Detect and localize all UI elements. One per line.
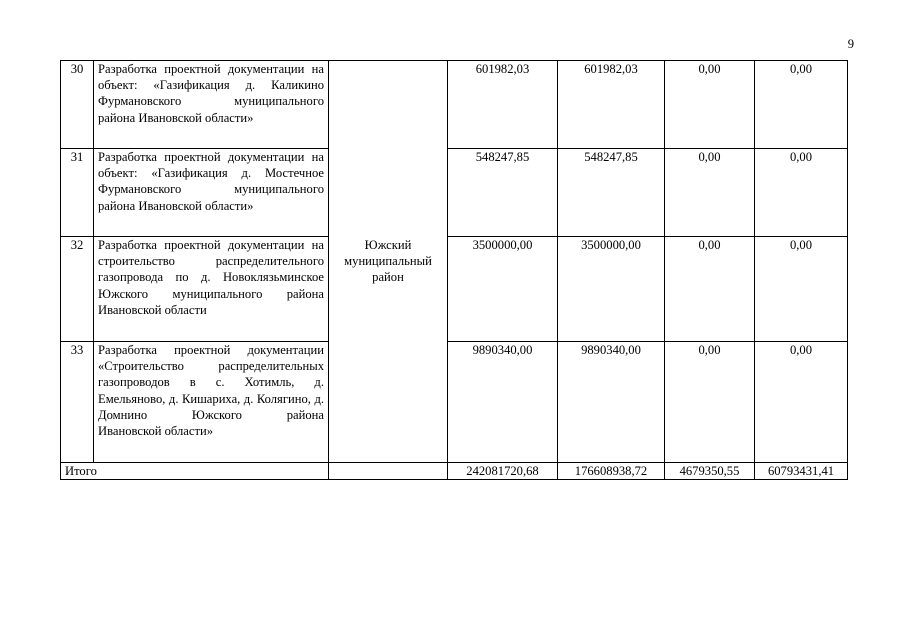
amount-other: 0,00: [755, 342, 848, 463]
total-amount-budget: 176608938,72: [558, 463, 665, 480]
amount-total: 9890340,00: [448, 342, 558, 463]
budget-table: [60, 60, 848, 480]
district-cell-empty: [329, 61, 448, 149]
item-name-line: в с. Хотимль, д. Емельяново,: [98, 375, 324, 406]
amount-regional: 0,00: [665, 237, 755, 342]
item-name-line: д. Домнино Южского района: [98, 391, 324, 422]
amount-total: 3500000,00: [448, 237, 558, 342]
total-amount-other: 60793431,41: [755, 463, 848, 480]
item-name-line: «Газификация д. Мостечное: [151, 166, 324, 181]
total-label: Итого: [61, 463, 329, 480]
item-name-line: распределительных газопроводов: [98, 359, 324, 390]
district-cell-empty: [329, 149, 448, 237]
amount-budget: 548247,85: [558, 149, 665, 237]
amount-budget: 601982,03: [558, 61, 665, 149]
total-district-empty: [329, 463, 448, 480]
item-name-line: Разработка проектной: [98, 343, 231, 357]
amount-budget: 9890340,00: [558, 342, 665, 463]
total-amount-total: 242081720,68: [448, 463, 558, 480]
row-number: 32: [61, 237, 94, 342]
district-name-text: Южский муниципальный район: [344, 237, 432, 284]
amount-other: 0,00: [755, 237, 848, 342]
amount-total: 548247,85: [448, 149, 558, 237]
item-name-line: муниципального района: [172, 286, 324, 301]
district-name: [329, 237, 448, 342]
item-name-line: документации «Строительство: [98, 343, 324, 374]
amount-regional: 0,00: [665, 149, 755, 237]
item-name-line: документации на объект:: [98, 150, 324, 181]
row-number: 30: [61, 61, 94, 149]
item-name: [94, 61, 329, 149]
item-name-line: Фурмановского муниципального: [98, 182, 324, 197]
item-name-line: района Ивановской области»: [98, 198, 254, 213]
item-name: [94, 149, 329, 237]
total-amount-regional: 4679350,55: [665, 463, 755, 480]
district-cell-empty: [329, 342, 448, 463]
item-name-line: Разработка проектной: [98, 150, 221, 164]
item-name-line: д. Кишариха, д. Колягино,: [168, 391, 311, 406]
amount-regional: 0,00: [665, 342, 755, 463]
item-name-line: района Ивановской области»: [98, 110, 254, 125]
table-row: [61, 149, 848, 237]
page-number: 9: [847, 37, 854, 51]
table-row: [61, 61, 848, 149]
item-name: [94, 237, 329, 342]
amount-total: 601982,03: [448, 61, 558, 149]
table-row: [61, 237, 848, 342]
row-number: 33: [61, 342, 94, 463]
total-row: [61, 463, 848, 480]
item-name-line: Разработка проектной: [98, 62, 221, 76]
row-number: 31: [61, 149, 94, 237]
item-name-line: по д. Новоклязьминское Южского: [98, 270, 324, 301]
amount-other: 0,00: [755, 149, 848, 237]
item-name-line: Ивановской области: [98, 302, 207, 317]
amount-other: 0,00: [755, 61, 848, 149]
item-name-line: Разработка проектной: [98, 238, 221, 252]
item-name: [94, 342, 329, 463]
item-name-line: документации на строительство: [98, 238, 324, 269]
item-name-line: распределительного газопровода: [98, 254, 324, 285]
amount-regional: 0,00: [665, 61, 755, 149]
item-name-line: Фурмановского муниципального: [98, 94, 324, 109]
amount-budget: 3500000,00: [558, 237, 665, 342]
item-name-line: Ивановской области»: [98, 424, 214, 439]
table-row: [61, 342, 848, 463]
item-name-line: документации на объект:: [98, 62, 324, 93]
item-name-line: «Газификация д. Каликино: [153, 78, 324, 93]
